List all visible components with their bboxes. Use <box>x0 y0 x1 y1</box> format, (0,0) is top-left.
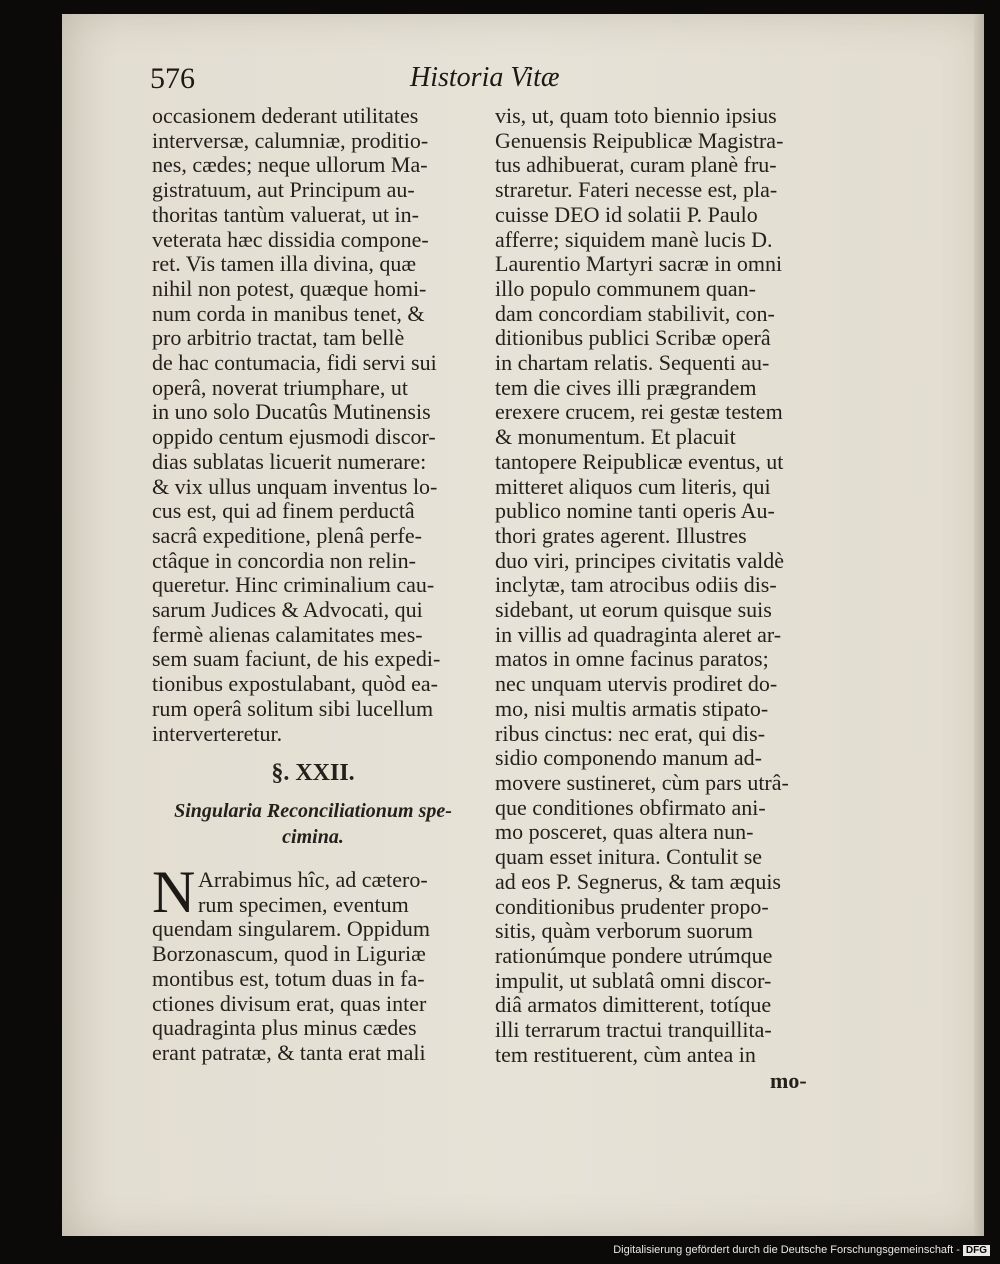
text-line: dias sublatas licuerit numerare: <box>152 448 427 474</box>
text-line: interverteretur. <box>152 720 283 746</box>
left-column-top <box>152 104 474 746</box>
text-line: quam esset initura. Contulit se <box>495 844 763 870</box>
text-line: in uno solo Ducatûs Mutinensis <box>152 399 431 425</box>
text-line: movere sustineret, cùm pars utrâ- <box>495 769 789 795</box>
text-line: pro arbitrio tractat, tam bellè <box>152 325 405 351</box>
section-number: §. XXII. <box>271 760 355 786</box>
text-line: operâ, noverat triumphare, ut <box>152 374 408 400</box>
text-line: Laurentio Martyri sacræ in omni <box>495 251 783 277</box>
text-line: fermè alienas calamitates mes- <box>152 621 423 647</box>
page-number: 576 <box>150 62 195 95</box>
text-line: queretur. Hinc criminalium cau- <box>152 572 435 598</box>
text-line: illo populo communem quan- <box>495 275 756 301</box>
running-title: Historia Vitæ <box>410 62 560 93</box>
text-line: nec unquam utervis prodiret do- <box>495 671 778 697</box>
right-column <box>495 104 825 1067</box>
text-line: quadraginta plus minus cædes <box>152 1015 417 1041</box>
drop-cap: N <box>152 859 196 925</box>
text-line: sidebant, ut eorum quisque suis <box>495 597 772 623</box>
text-line: mitteret aliquos cum literis, qui <box>495 473 771 499</box>
text-line: tantopere Reipublicæ eventus, ut <box>495 448 784 474</box>
text-line: dam concordiam stabilivit, con- <box>495 300 775 326</box>
text-line: & vix ullus unquam inventus lo- <box>152 473 438 499</box>
text-line: duo viri, principes civitatis valdè <box>495 547 784 573</box>
text-line: Borzonascum, quod in Liguriæ <box>152 941 426 967</box>
text-line: mo posceret, quas altera nun- <box>495 819 754 845</box>
text-line: ditionibus publici Scribæ operâ <box>495 325 771 351</box>
text-line: ctiones divisum erat, quas inter <box>152 990 427 1016</box>
dfg-logo: DFG <box>963 1245 990 1256</box>
text-line: nihil non potest, quæque homi- <box>152 275 427 301</box>
section-subtitle-line1: Singularia Reconciliationum spe- <box>174 800 452 822</box>
section-subtitle <box>152 798 474 850</box>
page-edge <box>974 14 984 1236</box>
text-line: straretur. Fateri necesse est, pla- <box>495 177 778 203</box>
text-line: sidio componendo manum ad- <box>495 745 763 771</box>
text-line: sarum Judices & Advocati, qui <box>152 597 423 623</box>
left-column-bottom <box>152 868 474 1066</box>
text-line: nes, cædes; neque ullorum Ma- <box>152 152 428 178</box>
text-line: in villis ad quadraginta aleret ar- <box>495 621 782 647</box>
text-line: diâ armatos dimitterent, totíque <box>495 992 772 1018</box>
text-line: ad eos P. Segnerus, & tam æquis <box>495 868 781 894</box>
text-line: conditionibus prudenter propo- <box>495 893 769 919</box>
text-line: que conditiones obfirmato ani- <box>495 794 766 820</box>
text-line: rum specimen, eventum <box>198 891 409 917</box>
text-line: rationúmque pondere utrúmque <box>495 942 773 968</box>
catchword: mo- <box>770 1068 807 1093</box>
text-line: matos in omne facinus paratos; <box>495 646 769 672</box>
text-line: cuisse DEO id solatii P. Paulo <box>495 201 758 227</box>
text-line: publico nomine tanti operis Au- <box>495 498 775 524</box>
text-line: inclytæ, tam atrocibus odiis dis- <box>495 572 777 598</box>
text-line: vis, ut, quam toto biennio ipsius <box>495 103 777 128</box>
text-line: veterata hæc dissidia compone- <box>152 226 429 252</box>
text-line: cus est, qui ad finem perductâ <box>152 498 415 524</box>
text-line: sem suam faciunt, de his expedi- <box>152 646 441 672</box>
text-line: erexere crucem, rei gestæ testem <box>495 399 783 425</box>
text-line: afferre; siquidem manè lucis D. <box>495 226 773 252</box>
text-line: num corda in manibus tenet, & <box>152 300 425 326</box>
text-line: quendam singularem. Oppidum <box>152 916 431 942</box>
text-line: ctâque in concordia non relin- <box>152 547 416 573</box>
footer-text: Digitalisierung gefördert durch die Deutsche Forschungsgemeinschaft - <box>613 1244 960 1256</box>
text-line: ribus cinctus: nec erat, qui dis- <box>495 720 766 746</box>
text-line: interversæ, calumniæ, proditio- <box>152 127 429 153</box>
text-line: tem restituerent, cùm antea in <box>495 1041 756 1067</box>
text-line: tem die cives illi prægrandem <box>495 374 757 400</box>
text-line: illi terrarum tractui tranquillita- <box>495 1017 772 1043</box>
text-line: occasionem dederant utilitates <box>152 103 419 128</box>
text-line: gistratuum, aut Principum au- <box>152 177 415 203</box>
text-line: Arrabimus hîc, ad cætero- <box>198 867 428 892</box>
text-line: sitis, quàm verborum suorum <box>495 918 753 944</box>
text-line: thori grates agerent. Illustres <box>495 522 747 548</box>
text-line: tionibus expostulabant, quòd ea- <box>152 671 438 697</box>
section-subtitle-line2: cimina. <box>282 826 344 848</box>
text-line: tus adhibuerat, curam planè fru- <box>495 152 777 178</box>
text-line: montibus est, totum duas in fa- <box>152 965 425 991</box>
footer-credit <box>613 1244 990 1256</box>
text-line: ret. Vis tamen illa divina, quæ <box>152 251 417 277</box>
text-line: in chartam relatis. Sequenti au- <box>495 350 770 376</box>
text-line: & monumentum. Et placuit <box>495 424 736 450</box>
text-line: oppido centum ejusmodi discor- <box>152 424 436 450</box>
text-line: erant patratæ, & tanta erat mali <box>152 1039 426 1065</box>
text-line: thoritas tantùm valuerat, ut in- <box>152 201 419 227</box>
text-line: mo, nisi multis armatis stipato- <box>495 695 769 721</box>
text-line: rum operâ solitum sibi lucellum <box>152 695 434 721</box>
text-line: impulit, ut sublatâ omni discor- <box>495 967 772 993</box>
text-line: de hac contumacia, fidi servi sui <box>152 350 437 376</box>
text-line: sacrâ expeditione, plenâ perfe- <box>152 522 422 548</box>
text-line: Genuensis Reipublicæ Magistra- <box>495 127 784 153</box>
